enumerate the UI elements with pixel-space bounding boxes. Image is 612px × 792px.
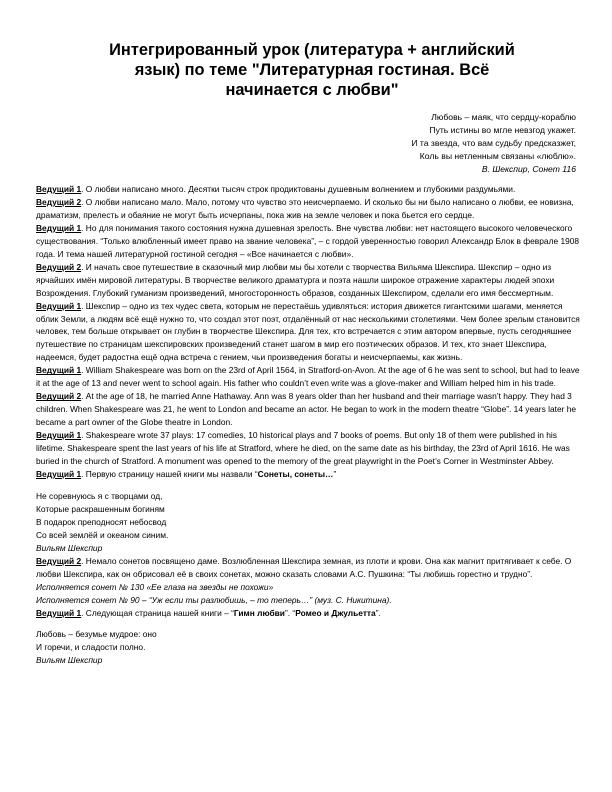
title-line: язык) по теме "Литературная гостиная. Всё: [134, 61, 490, 79]
dialogue-paragraph: [36, 196, 582, 222]
speaker-label: Ведущий 2: [36, 391, 82, 402]
paragraph-text: . Следующая страница нашей книги – “: [81, 607, 234, 618]
paragraph-text: . At the age of 18, he married Anne Hathaway. Ann was 8 years older than her husband and their marriage wasn’t happy. They had 3 children. When Shakespeare was 21, he went to London and became an actor. He began to work in the modern theatre “Globe”. 14 years later he became a part owner of the Globe theatre in London.: [36, 391, 577, 428]
speaker-label: Ведущий 1: [36, 365, 82, 376]
dialogue-paragraph: [36, 261, 582, 300]
paragraph-text: ”. “: [284, 607, 296, 618]
body-text: [36, 183, 582, 667]
poem-line: Со всей землёй и океаном синим.: [36, 529, 169, 540]
paragraph-text: . Шекспир – одно из тех чудес света, которым не перестаёшь удивляться: история движется гигантскими шагами, меняется облик Земли, а людям всё ещё нужно то, что создал этот поэт, отдалённый от нас несколькими столетиями. Чем более зрелым становится человек, тем больше открывает он глубин в творчестве Шекспира. Для тех, кто встречается с этим автором впервые, пусть сегодняшнее путешествие по страницам шекспировских произведений станет шагом в мир его поэтических образов. И тех, кто знает Шекспира, надеемся, будет радостна ещё одна встреча с гением, чьи произведения богаты и неисчерпаемы, как жизнь.: [36, 300, 580, 363]
poem-line: Любовь – безумье мудрое: оно: [36, 629, 157, 640]
paragraph-text: . Shakespeare wrote 37 plays: 17 comedies, 10 historical plays and 7 books of poems. But only 18 of them were published in his lifetime. Shakespeare spent the last years of his life at Stratford, where he died, on the same date as his birthday, the 23rd of April 1616. He was buried in the church of Stratford. A monument was opened to the memory of the great playwright in the Poet’s Corner in Westminster Abbey.: [36, 430, 570, 467]
paragraph-text: ”.: [375, 607, 381, 618]
epigraph-author: В. Шекспир, Сонет 116: [481, 164, 576, 174]
page-name: Гимн любви: [233, 607, 285, 618]
title-line: Интегрированный урок (литература + английский: [109, 41, 515, 59]
speaker-label: Ведущий 1: [36, 607, 82, 618]
paragraph-text: . О любви написано много. Десятки тысяч строк продиктованы душевным волнением и глубокими раздумьями.: [81, 184, 516, 194]
dialogue-paragraph: [36, 364, 582, 390]
paragraph-text: ”: [333, 468, 337, 479]
epigraph: [411, 111, 576, 176]
dialogue-paragraph: [36, 222, 582, 261]
performance-note: Исполняется сонет № 90 – “Уж если ты разлюбишь, – то теперь…” (муз. С. Никитина).: [36, 594, 392, 605]
poem-line: Которые раскрашенным богиням: [36, 503, 165, 514]
speaker-label: Ведущий 2: [36, 555, 82, 566]
speaker-label: Ведущий 1: [36, 184, 82, 194]
epigraph-line: Любовь – маяк, что сердцу-кораблю: [431, 112, 576, 122]
title-line: начинается с любви": [225, 81, 399, 99]
speaker-label: Ведущий 2: [36, 261, 82, 272]
dialogue-paragraph: [36, 429, 582, 468]
dialogue-paragraph: [36, 300, 582, 365]
speaker-label: Ведущий 2: [36, 196, 82, 207]
page-name: Сонеты, сонеты…: [257, 468, 334, 479]
paragraph-text: . Но для понимания такого состояния нужна душевная зрелость. Вне чувства любви: нет настоящего высокого человеческого существования. “Только влюбленный имеет право на звание человека”, – с гордой уверенностью говорил Александр Блок в феврале 1908 года. И тема нашей литературной гостиной сегодня – «Все начинается с любви».: [36, 222, 580, 259]
poem-quote: [36, 490, 582, 555]
paragraph-text: . Первую страницу нашей книги мы назвали “: [81, 468, 258, 479]
dialogue-paragraph: [36, 607, 582, 620]
paragraph-text: . Немало сонетов посвящено даме. Возлюбленная Шекспира земная, из плоти и крови. Она как магнит притягивает к себе. О любви Шекспира, как он обрисовал её в своих сонетах, можно сказать словами А.С. Пушкина: “Ты любишь горестно и трудно”.: [36, 555, 572, 579]
poem-author: Вильям Шекспир: [36, 655, 103, 666]
poem-line: И горечи, и сладости полно.: [36, 642, 146, 653]
paragraph-text: . William Shakespeare was born on the 23rd of April 1564, in Stratford-on-Avon. At the age of 6 he was sent to school, but had to leave it at the age of 13 and never went to school again. His father who couldn’t even write was a glove-maker and William helped him in his trade.: [36, 365, 580, 389]
dialogue-paragraph: [36, 468, 582, 481]
paragraph-text: . И начать свое путешествие в сказочный мир любви мы бы хотели с творчества Вильяма Шекспира. Шекспир – одно из ярчайших имён мировой литературы. В творчестве великого драматурга и поэта нашли широкое отражение характеры людей эпохи Возрождения. Глубокий гуманизм произведений, многосторонность образов, созданных Шекспиром, сделали его имя бессмертным.: [36, 261, 555, 298]
speaker-label: Ведущий 1: [36, 222, 82, 233]
poem-line: В подарок преподносят небосвод: [36, 516, 167, 527]
speaker-label: Ведущий 1: [36, 430, 82, 441]
speaker-label: Ведущий 1: [36, 300, 82, 311]
speaker-label: Ведущий 1: [36, 468, 82, 479]
paragraph-text: . О любви написано мало. Мало, потому что чувство это неисчерпаемо. И сколько бы ни было написано о любви, ее новизна, драматизм, прелесть и обаяние не могут быть исчерпаны, пока жив на земле человек и пока бьется его сердце.: [36, 196, 574, 220]
poem-quote: [36, 628, 582, 667]
dialogue-paragraph: [36, 183, 582, 196]
epigraph-line: Путь истины во мгле невзгод укажет.: [429, 125, 576, 135]
poem-line: Не соревнуюсь я с творцами од,: [36, 490, 163, 501]
epigraph-line: Коль вы нетленным связаны «люблю».: [419, 151, 576, 161]
page-title: [52, 40, 572, 100]
performance-note: Исполняется сонет № 130 «Ее глаза на звезды не похожи»: [36, 581, 274, 592]
dialogue-paragraph: [36, 390, 582, 429]
epigraph-line: И та звезда, что вам судьбу предсказжет,: [411, 138, 576, 148]
poem-author: Вильям Шекспир: [36, 542, 103, 553]
page-name: Ромео и Джульетта: [295, 607, 376, 618]
dialogue-paragraph: [36, 555, 582, 581]
